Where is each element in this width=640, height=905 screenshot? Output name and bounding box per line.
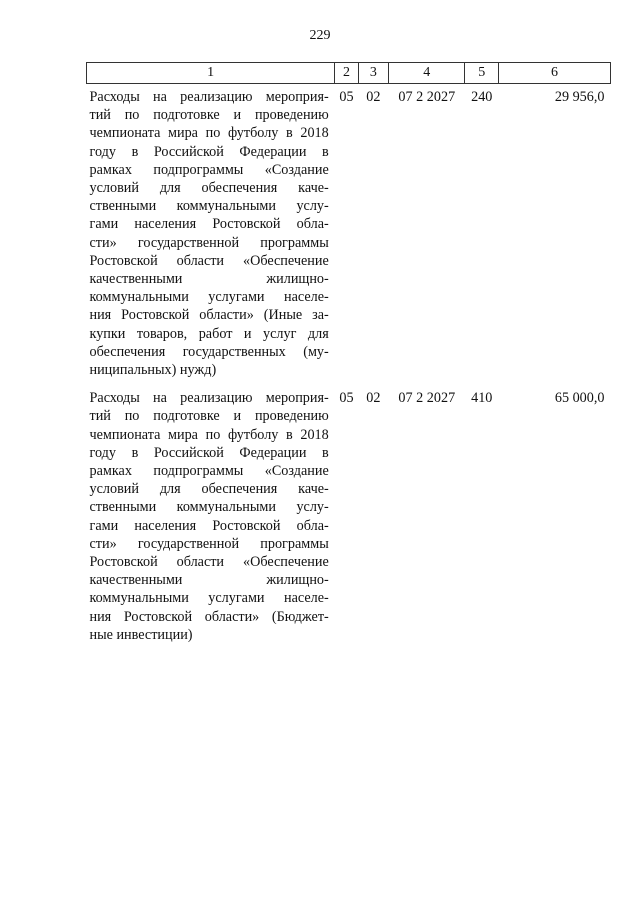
description-line: качественными жилищно- <box>89 572 329 589</box>
row-description <box>87 84 335 386</box>
description-line: сти» государственной программы <box>89 234 329 251</box>
description-line: гами населения Ростовской обла- <box>89 216 329 233</box>
description-line: Ростовской области «Обеспечение <box>89 252 329 269</box>
header-col-1: 1 <box>87 63 335 84</box>
description-line: ния Ростовской области» (Бюджет- <box>89 608 329 625</box>
amount-value: 29 956,0 <box>554 89 605 105</box>
header-col-3: 3 <box>358 63 389 84</box>
description-line: ственными коммунальными услу- <box>89 198 329 215</box>
amount-value: 65 000,0 <box>554 390 605 407</box>
description-line: Расходы на реализацию мероприя- <box>89 390 329 407</box>
header-row <box>87 63 611 84</box>
budget-table <box>86 62 611 650</box>
header-col-5: 5 <box>465 63 499 84</box>
section-code: 05 <box>339 390 354 407</box>
description-line: ные инвестиции) <box>89 626 193 643</box>
row-description <box>87 385 335 650</box>
description-line: гами населения Ростовской обла- <box>89 517 329 534</box>
description-line: ния Ростовской области» (Иные за- <box>89 307 329 324</box>
description-line: ниципальных) нужд) <box>89 362 217 379</box>
description-line: тий по подготовке и проведению <box>89 107 329 124</box>
target-item-code: 07 2 2027 <box>398 89 456 105</box>
subsection-code: 02 <box>366 390 381 407</box>
description-line: году в Российской Федерации в <box>89 143 329 160</box>
description-line: купки товаров, работ и услуг для <box>89 325 329 342</box>
description-line: году в Российской Федерации в <box>89 444 329 461</box>
header-col-4: 4 <box>389 63 465 84</box>
description-line: качественными жилищно- <box>89 271 329 288</box>
description-line: рамках подпрограммы «Создание <box>89 161 329 178</box>
description-line: условий для обеспечения каче- <box>89 481 329 498</box>
description-line: коммунальными услугами населе- <box>89 289 329 306</box>
description-line: Ростовской области «Обеспечение <box>89 554 329 571</box>
description-line: чемпионата мира по футболу в 2018 <box>89 426 329 443</box>
section-code: 05 <box>339 89 354 105</box>
description-line: обеспечения государственных (му- <box>89 343 329 360</box>
description-line: чемпионата мира по футболу в 2018 <box>89 125 329 142</box>
description-line: сти» государственной программы <box>89 535 329 552</box>
expense-type-code: 240 <box>471 89 493 105</box>
description-line: коммунальными услугами населе- <box>89 590 329 607</box>
page-number: 229 <box>309 28 331 43</box>
subsection-code: 02 <box>366 89 381 105</box>
header-col-2: 2 <box>335 63 358 84</box>
table-row <box>87 84 611 386</box>
expense-type-code: 410 <box>471 390 493 407</box>
description-line: тий по подготовке и проведению <box>89 408 329 425</box>
description-line: рамках подпрограммы «Создание <box>89 463 329 480</box>
target-item-code: 07 2 2027 <box>398 390 456 407</box>
table-row <box>87 385 611 650</box>
description-line: условий для обеспечения каче- <box>89 180 329 197</box>
description-line: ственными коммунальными услу- <box>89 499 329 516</box>
header-col-6: 6 <box>499 63 611 84</box>
description-line: Расходы на реализацию мероприя- <box>89 89 329 105</box>
